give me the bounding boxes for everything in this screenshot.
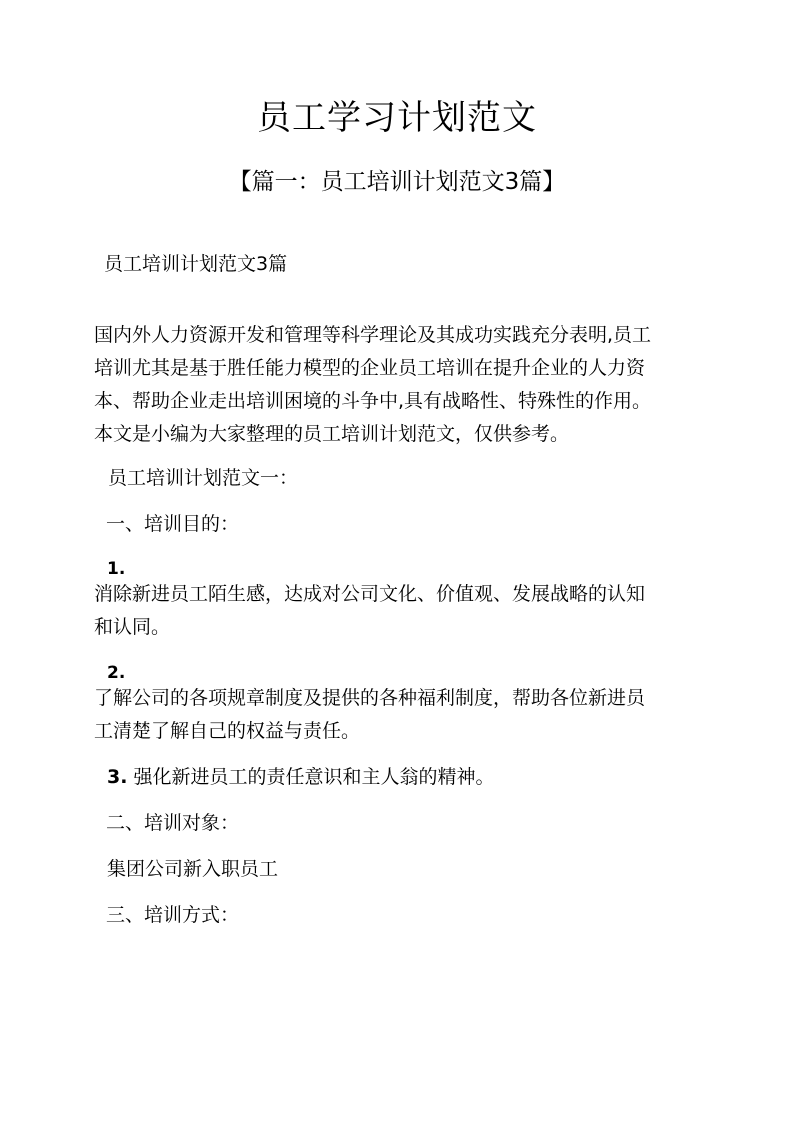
- document-subtitle: 【篇一：员工培训计划范文3篇】: [228, 169, 566, 195]
- document-title: 员工学习计划范文: [257, 98, 537, 138]
- item-2-line-1: 了解公司的各项规章制度及提供的各种福利制度，帮助各位新进员: [94, 687, 646, 709]
- intro-line-1: 国内外人力资源开发和管理等科学理论及其成功实践充分表明,员工: [94, 324, 652, 346]
- item-3-text: 强化新进员工的责任意识和主人翁的精神。: [133, 766, 495, 788]
- item-3-number: 3.: [107, 766, 128, 788]
- section-1-heading: 一、培训目的：: [106, 513, 240, 535]
- section-2-heading: 二、培训对象：: [106, 812, 240, 834]
- intro-line-2: 培训尤其是基于胜任能力模型的企业员工培训在提升企业的人力资: [94, 357, 646, 379]
- section-heading: 员工培训计划范文3篇: [104, 253, 288, 275]
- intro-line-3: 本、帮助企业走出培训困境的斗争中,具有战略性、特殊性的作用。: [94, 390, 652, 412]
- item-3: [107, 761, 495, 794]
- section-3-heading: 三、培训方式：: [106, 904, 240, 926]
- item-1-line-1: 消除新进员工陌生感，达成对公司文化、价值观、发展战略的认知: [94, 583, 646, 605]
- sample-heading: 员工培训计划范文一：: [108, 467, 299, 489]
- intro-line-4: 本文是小编为大家整理的员工培训计划范文，仅供参考。: [94, 423, 570, 445]
- item-2-number: 2.: [107, 663, 126, 683]
- item-1-number: 1.: [107, 559, 126, 579]
- section-2-content: 集团公司新入职员工: [107, 858, 279, 880]
- item-1-line-2: 和认同。: [94, 616, 171, 638]
- item-2-line-2: 工清楚了解自己的权益与责任。: [94, 720, 361, 742]
